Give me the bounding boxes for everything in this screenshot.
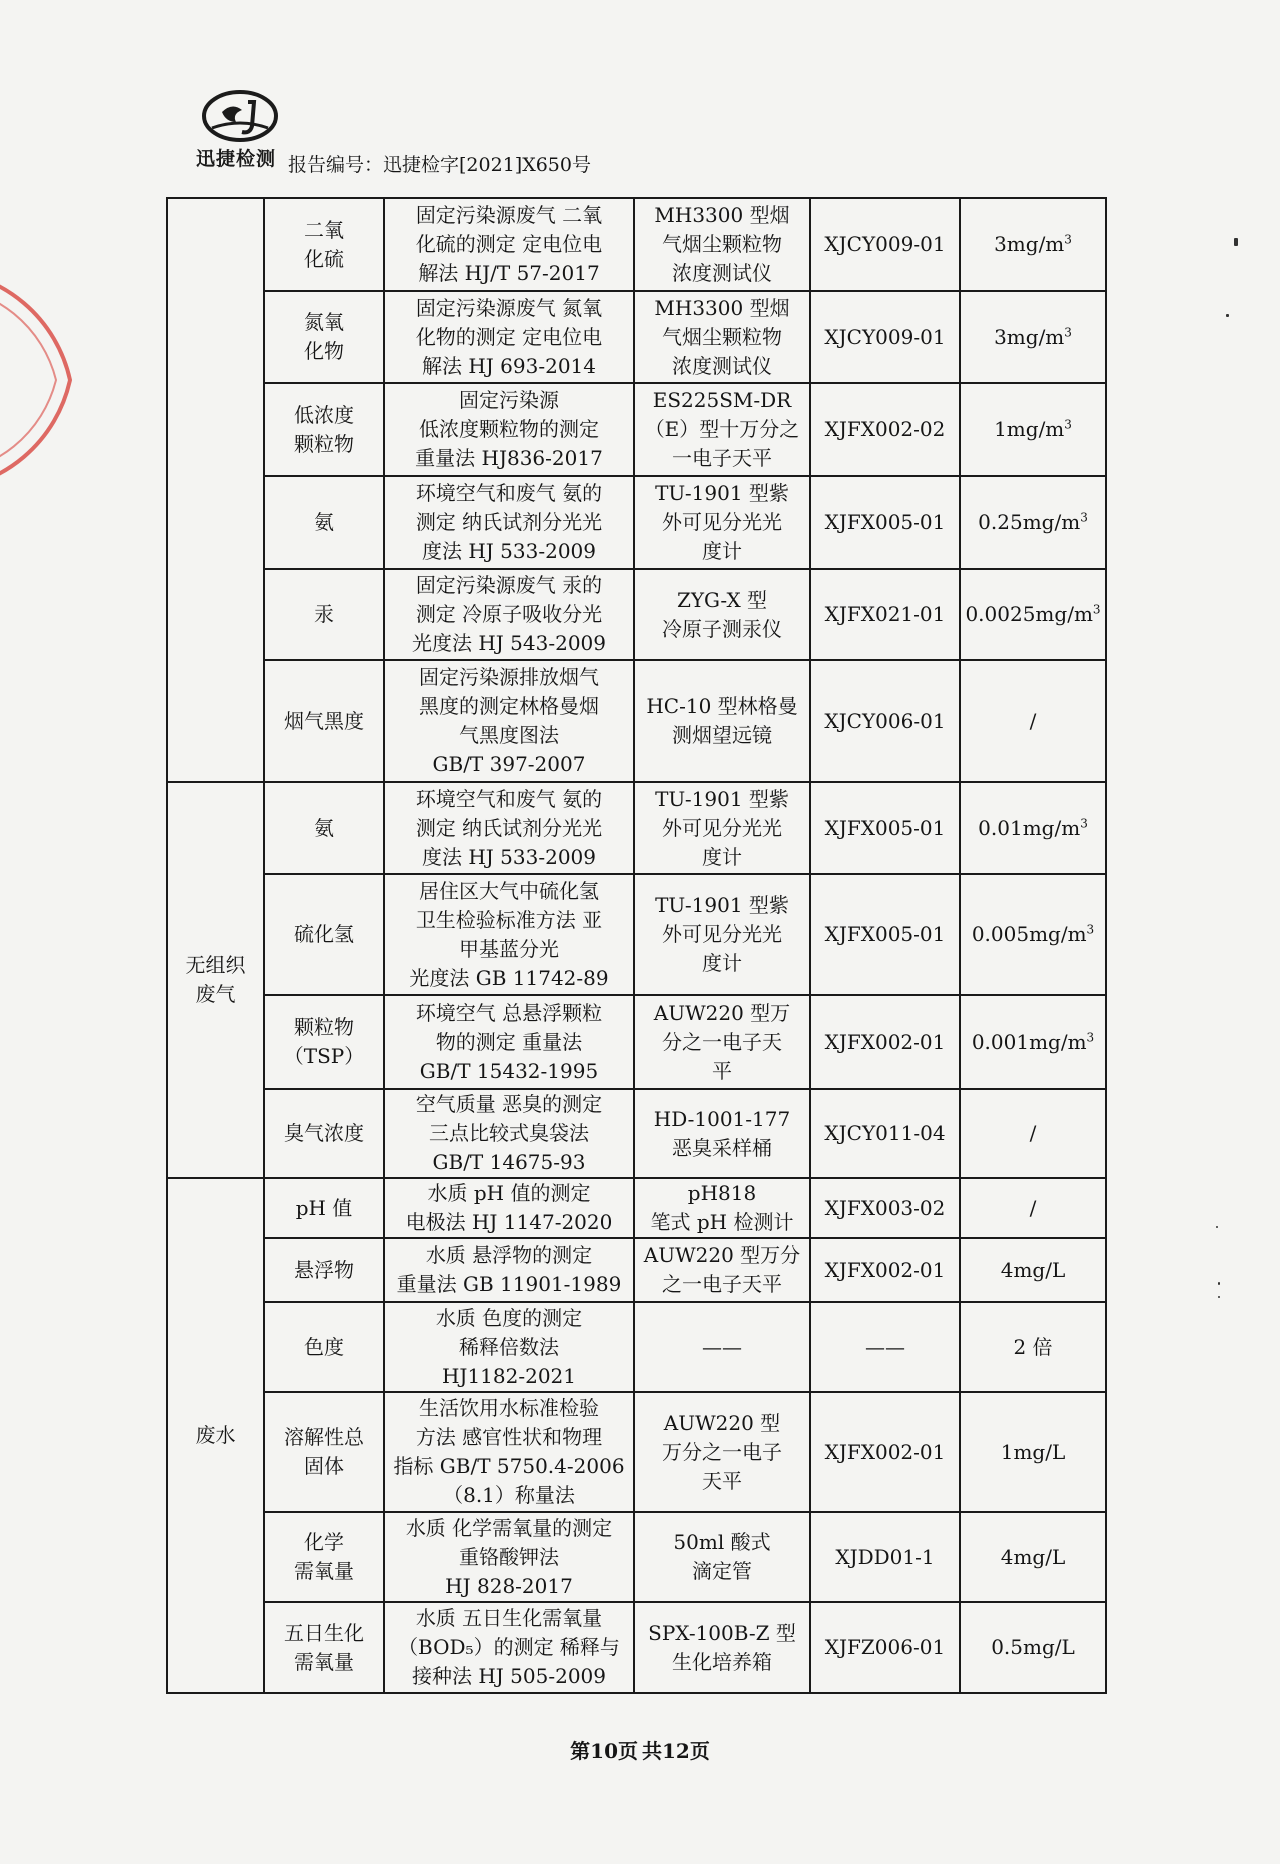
- cell-line: 生活饮用水标准检验: [419, 1396, 599, 1420]
- cell-line: 万分之一电子: [662, 1439, 782, 1464]
- test-item-cell: [264, 291, 384, 383]
- detection-limit-cell: [960, 660, 1106, 782]
- instrument-cell: [634, 198, 810, 291]
- test-item-cell: [264, 660, 384, 782]
- cell-line: 接种法 HJ 505-2009: [411, 1664, 606, 1688]
- method-cell: [384, 1089, 634, 1178]
- cell-line: 外可见分光光: [662, 922, 782, 946]
- cell-line: AUW220 型万: [653, 1000, 791, 1025]
- page-total: 共12页: [642, 1739, 710, 1763]
- cell-line: 黑度的测定林格曼烟: [419, 694, 599, 718]
- cell-line: 水质 五日生化需氧量: [415, 1606, 603, 1630]
- cell-line: 水质 化学需氧量的测定: [405, 1515, 613, 1540]
- instrument-code-cell: XJFX002-01: [810, 1238, 960, 1302]
- instrument-cell: [634, 782, 810, 874]
- detection-limit-value: 1mg/m: [994, 417, 1065, 441]
- cell-line: HD-1001-177: [653, 1106, 791, 1131]
- cell-line: 卫生检验标准方法 亚: [415, 907, 603, 932]
- table-row: [167, 782, 1106, 874]
- cell-line: 汞: [314, 602, 334, 626]
- report-header: [192, 88, 692, 178]
- instrument-code-cell: XJFZ006-01: [810, 1602, 960, 1693]
- test-item-cell: [264, 782, 384, 874]
- cell-line: 光度法 HJ 543-2009: [411, 631, 606, 655]
- detection-limit-value: /: [1029, 708, 1037, 733]
- cell-line: 恶臭采样桶: [672, 1135, 772, 1160]
- method-cell: [384, 383, 634, 476]
- cell-line: 生化培养箱: [672, 1649, 772, 1674]
- cell-line: TU-1901 型紫: [655, 481, 789, 505]
- instrument-cell: [634, 1238, 810, 1302]
- cell-line: GB/T 397-2007: [432, 752, 586, 776]
- detection-limit-value: 0.25mg/m: [978, 510, 1081, 534]
- test-item-cell: [264, 1602, 384, 1693]
- instrument-cell: [634, 383, 810, 476]
- cell-line: 环境空气和废气 氨的: [415, 786, 603, 811]
- method-cell: [384, 569, 634, 660]
- cell-line: 水质 悬浮物的测定: [425, 1243, 593, 1267]
- unit-superscript: 3: [1064, 232, 1072, 247]
- method-cell: [384, 198, 634, 291]
- cell-line: 平: [712, 1058, 732, 1083]
- cell-line: ——: [702, 1334, 742, 1359]
- instrument-code-cell: XJFX002-02: [810, 383, 960, 476]
- method-cell: [384, 1602, 634, 1693]
- cell-line: 色度: [304, 1334, 344, 1359]
- table-row: [167, 291, 1106, 383]
- table-row: [167, 1602, 1106, 1693]
- instrument-code-cell: XJFX002-01: [810, 995, 960, 1089]
- test-item-cell: [264, 198, 384, 291]
- cell-line: MH3300 型烟: [654, 295, 790, 320]
- cell-line: 度计: [702, 539, 742, 563]
- cell-line: 化物: [304, 339, 344, 363]
- method-cell: [384, 1302, 634, 1392]
- cell-line: 测定 纳氏试剂分光光: [415, 815, 603, 840]
- cell-line: （TSP）: [283, 1044, 365, 1068]
- unit-superscript: 3: [1064, 324, 1072, 339]
- detection-limit-cell: [960, 782, 1106, 874]
- cell-line: MH3300 型烟: [654, 203, 790, 227]
- detection-limit-value: 3mg/m: [994, 232, 1065, 256]
- instrument-code-cell: XJCY009-01: [810, 291, 960, 383]
- category-cell: [167, 782, 264, 1178]
- table-row: [167, 995, 1106, 1089]
- detection-limit-cell: [960, 569, 1106, 660]
- cell-line: pH 值: [295, 1195, 353, 1220]
- instrument-cell: [634, 1602, 810, 1693]
- instrument-code-cell: ——: [810, 1302, 960, 1392]
- cell-line: 固定污染源废气 汞的: [415, 573, 603, 597]
- detection-limit-value: 4mg/L: [1000, 1544, 1066, 1569]
- cell-line: 度法 HJ 533-2009: [421, 844, 596, 869]
- detection-limit-value: 0.01mg/m: [978, 815, 1081, 840]
- cell-line: pH818: [687, 1181, 757, 1205]
- table-row: [167, 1238, 1106, 1302]
- cell-line: GB/T 15432-1995: [419, 1058, 599, 1083]
- cell-line: 分之一电子天: [662, 1029, 782, 1054]
- detection-limit-value: 0.001mg/m: [971, 1029, 1087, 1054]
- cell-line: 需氧量: [294, 1649, 354, 1674]
- scan-speck: [1226, 314, 1229, 317]
- cell-line: 化硫的测定 定电位电: [415, 232, 603, 256]
- cell-line: 外可见分光光: [662, 510, 782, 534]
- test-item-cell: [264, 1178, 384, 1238]
- cell-line: GB/T 14675-93: [432, 1150, 586, 1174]
- instrument-cell: [634, 660, 810, 782]
- cell-line: 气烟尘颗粒物: [662, 232, 782, 256]
- cell-line: 化学: [304, 1530, 344, 1554]
- cell-line: SPX-100B-Z 型: [648, 1620, 796, 1645]
- test-item-cell: [264, 995, 384, 1089]
- cell-line: 笔式 pH 检测计: [650, 1210, 794, 1234]
- cell-line: 重铬酸钾法: [459, 1544, 559, 1569]
- method-cell: [384, 874, 634, 995]
- detection-limit-value: 2 倍: [1013, 1334, 1053, 1359]
- cell-line: 固定污染源排放烟气: [419, 665, 599, 689]
- cell-line: 烟气黑度: [284, 708, 364, 733]
- instrument-code-cell: XJFX005-01: [810, 476, 960, 569]
- logo-text: 迅捷检测: [196, 148, 277, 170]
- cell-line: 五日生化: [284, 1620, 364, 1645]
- instrument-code-cell: XJFX005-01: [810, 874, 960, 995]
- method-cell: [384, 660, 634, 782]
- cell-line: 环境空气 总悬浮颗粒: [415, 1000, 603, 1025]
- report-number-value: 迅捷检字[2021]X650号: [383, 154, 591, 176]
- instrument-cell: [634, 569, 810, 660]
- scan-speck: [1234, 238, 1238, 246]
- instrument-cell: [634, 291, 810, 383]
- cell-line: （8.1）称量法: [443, 1483, 575, 1507]
- detection-limit-value: 4mg/L: [1000, 1257, 1066, 1282]
- unit-superscript: 3: [1086, 922, 1095, 937]
- table-row: [167, 1392, 1106, 1512]
- table-row: [167, 1178, 1106, 1238]
- cell-line: 电极法 HJ 1147-2020: [405, 1210, 613, 1234]
- cell-line: 三点比较式臭袋法: [429, 1121, 589, 1145]
- method-cell: [384, 1512, 634, 1602]
- cell-line: TU-1901 型紫: [655, 893, 789, 917]
- table-row: [167, 383, 1106, 476]
- detection-limit-cell: [960, 995, 1106, 1089]
- method-cell: [384, 1238, 634, 1302]
- cell-line: 光度法 GB 11742-89: [409, 965, 609, 990]
- instrument-cell: [634, 1089, 810, 1178]
- detection-limit-cell: [960, 1178, 1106, 1238]
- instrument-code-cell: XJCY006-01: [810, 660, 960, 782]
- report-number: [288, 150, 591, 177]
- table-row: [167, 1512, 1106, 1602]
- detection-limit-cell: [960, 291, 1106, 383]
- instrument-cell: [634, 1302, 810, 1392]
- table-row: [167, 198, 1106, 291]
- cell-line: 需氧量: [294, 1559, 354, 1583]
- detection-limit-cell: [960, 476, 1106, 569]
- detection-limit-cell: [960, 1238, 1106, 1302]
- detection-limit-cell: [960, 1392, 1106, 1512]
- cell-line: 稀释倍数法: [459, 1334, 559, 1359]
- detection-limit-value: 1mg/L: [1000, 1439, 1066, 1464]
- unit-superscript: 3: [1092, 602, 1101, 617]
- cell-line: 滴定管: [692, 1559, 752, 1583]
- cell-line: 物的测定 重量法: [435, 1029, 583, 1054]
- instrument-cell: [634, 1392, 810, 1512]
- cell-line: （BOD₅）的测定 稀释与: [398, 1635, 620, 1659]
- cell-line: 氨: [314, 510, 334, 534]
- instrument-code-cell: XJFX002-01: [810, 1392, 960, 1512]
- table-row: [167, 1089, 1106, 1178]
- detection-limit-cell: [960, 383, 1106, 476]
- scan-speck: [1218, 1282, 1220, 1285]
- cell-line: 氨: [314, 815, 334, 840]
- instrument-cell: [634, 874, 810, 995]
- test-item-cell: [264, 383, 384, 476]
- detection-limit-value: 3mg/m: [994, 324, 1065, 349]
- cell-line: 水质 色度的测定: [435, 1305, 583, 1330]
- test-item-cell: [264, 569, 384, 660]
- detection-limit-cell: [960, 1512, 1106, 1602]
- instrument-code-cell: XJCY009-01: [810, 198, 960, 291]
- cell-line: 溶解性总: [284, 1425, 364, 1449]
- cell-line: 居住区大气中硫化氢: [419, 878, 599, 903]
- category-cell: [167, 198, 264, 782]
- cell-line: 气烟尘颗粒物: [662, 324, 782, 349]
- cell-line: ES225SM-DR: [652, 388, 792, 412]
- test-item-cell: [264, 1089, 384, 1178]
- cell-line: 气黑度图法: [459, 723, 559, 747]
- unit-superscript: 3: [1064, 417, 1072, 432]
- table-row: [167, 476, 1106, 569]
- cell-line: 臭气浓度: [284, 1121, 364, 1145]
- report-number-label: 报告编号：: [288, 154, 384, 176]
- cell-line: （E）型十万分之: [644, 417, 800, 441]
- table-row: [167, 874, 1106, 995]
- unit-superscript: 3: [1086, 1029, 1095, 1044]
- cell-line: 解法 HJ/T 57-2017: [418, 261, 600, 285]
- test-method-table: [166, 197, 1107, 1694]
- instrument-cell: [634, 995, 810, 1089]
- detection-limit-value: /: [1029, 1121, 1037, 1145]
- cell-line: TU-1901 型紫: [655, 786, 789, 811]
- cell-line: 氮氧: [304, 310, 344, 334]
- table-row: [167, 1302, 1106, 1392]
- method-cell: [384, 1178, 634, 1238]
- cell-line: 之一电子天平: [662, 1272, 782, 1296]
- method-cell: [384, 995, 634, 1089]
- cell-line: 低浓度颗粒物的测定: [419, 417, 599, 441]
- test-item-cell: [264, 1512, 384, 1602]
- detection-limit-value: 0.5mg/L: [991, 1635, 1075, 1659]
- cell-line: 指标 GB/T 5750.4-2006: [393, 1454, 625, 1478]
- category-label: 无组织废气: [185, 953, 246, 1006]
- cell-line: 固定污染源废气 氮氧: [415, 295, 603, 320]
- detection-limit-value: 0.005mg/m: [971, 922, 1087, 946]
- cell-line: HJ 828-2017: [445, 1573, 573, 1598]
- cell-line: 重量法 HJ836-2017: [415, 446, 603, 470]
- instrument-cell: [634, 476, 810, 569]
- unit-superscript: 3: [1080, 815, 1088, 830]
- cell-line: 空气质量 恶臭的测定: [415, 1092, 603, 1116]
- cell-line: 浓度测试仪: [672, 261, 772, 285]
- cell-line: 颗粒物: [294, 1015, 354, 1039]
- cell-line: 冷原子测汞仪: [662, 616, 782, 641]
- cell-line: 重量法 GB 11901-1989: [396, 1272, 622, 1296]
- cell-line: 度计: [702, 844, 742, 869]
- detection-limit-value: /: [1029, 1195, 1037, 1220]
- page-footer: [0, 1735, 1280, 1764]
- method-cell: [384, 476, 634, 569]
- instrument-code-cell: XJDD01-1: [810, 1512, 960, 1602]
- cell-line: 固定污染源废气 二氧: [415, 203, 603, 227]
- red-seal-stamp: [0, 250, 80, 510]
- scan-speck: [1216, 1226, 1218, 1228]
- cell-line: 甲基蓝分光: [459, 936, 559, 961]
- cell-line: 50ml 酸式: [673, 1530, 771, 1554]
- cell-line: 化物的测定 定电位电: [415, 324, 603, 349]
- cell-line: 度法 HJ 533-2009: [421, 539, 596, 563]
- page-number: 第10页: [570, 1739, 638, 1763]
- cell-line: 水质 pH 值的测定: [427, 1181, 591, 1205]
- scan-speck: [1218, 1296, 1220, 1298]
- instrument-code-cell: XJFX003-02: [810, 1178, 960, 1238]
- test-item-cell: [264, 1302, 384, 1392]
- category-cell: [167, 1178, 264, 1693]
- cell-line: 颗粒物: [294, 431, 354, 456]
- test-item-cell: [264, 874, 384, 995]
- table-row: [167, 569, 1106, 660]
- cell-line: ZYG-X 型: [676, 587, 768, 612]
- method-cell: [384, 1392, 634, 1512]
- detection-limit-cell: [960, 1302, 1106, 1392]
- detection-limit-cell: [960, 1602, 1106, 1693]
- cell-line: 硫化氢: [294, 922, 354, 946]
- cell-line: 悬浮物: [294, 1257, 354, 1282]
- cell-line: 测烟望远镜: [672, 723, 772, 747]
- instrument-cell: [634, 1178, 810, 1238]
- cell-line: AUW220 型: [663, 1410, 781, 1435]
- cell-line: HJ1182-2021: [441, 1363, 576, 1388]
- table-body: [167, 198, 1106, 1693]
- instrument-code-cell: XJFX021-01: [810, 569, 960, 660]
- test-item-cell: [264, 1238, 384, 1302]
- cell-line: 天平: [702, 1468, 742, 1493]
- cell-line: 环境空气和废气 氨的: [415, 481, 603, 505]
- cell-line: 化硫: [304, 246, 344, 271]
- instrument-cell: [634, 1512, 810, 1602]
- cell-line: 度计: [702, 951, 742, 975]
- cell-line: AUW220 型万分: [643, 1243, 801, 1267]
- cell-line: HC-10 型林格曼: [646, 694, 798, 718]
- detection-limit-cell: [960, 874, 1106, 995]
- test-item-cell: [264, 1392, 384, 1512]
- instrument-code-cell: XJCY011-04: [810, 1089, 960, 1178]
- detection-limit-cell: [960, 1089, 1106, 1178]
- cell-line: 固定污染源: [459, 388, 559, 412]
- table-row: [167, 660, 1106, 782]
- method-cell: [384, 291, 634, 383]
- unit-superscript: 3: [1080, 510, 1088, 525]
- cell-line: 浓度测试仪: [672, 353, 772, 378]
- cell-line: 一电子天平: [672, 446, 772, 470]
- cell-line: 测定 纳氏试剂分光光: [415, 510, 603, 534]
- detection-limit-value: 0.0025mg/m: [965, 602, 1093, 626]
- instrument-code-cell: XJFX005-01: [810, 782, 960, 874]
- cell-line: 外可见分光光: [662, 815, 782, 840]
- cell-line: 解法 HJ 693-2014: [421, 353, 596, 378]
- detection-limit-cell: [960, 198, 1106, 291]
- cell-line: 低浓度: [294, 402, 354, 427]
- cell-line: 方法 感官性状和物理: [415, 1425, 603, 1449]
- test-item-cell: [264, 476, 384, 569]
- method-cell: [384, 782, 634, 874]
- cell-line: 二氧: [304, 217, 344, 242]
- cell-line: 固体: [304, 1454, 344, 1478]
- category-label: 废水: [195, 1423, 236, 1447]
- cell-line: 测定 冷原子吸收分光: [415, 602, 603, 626]
